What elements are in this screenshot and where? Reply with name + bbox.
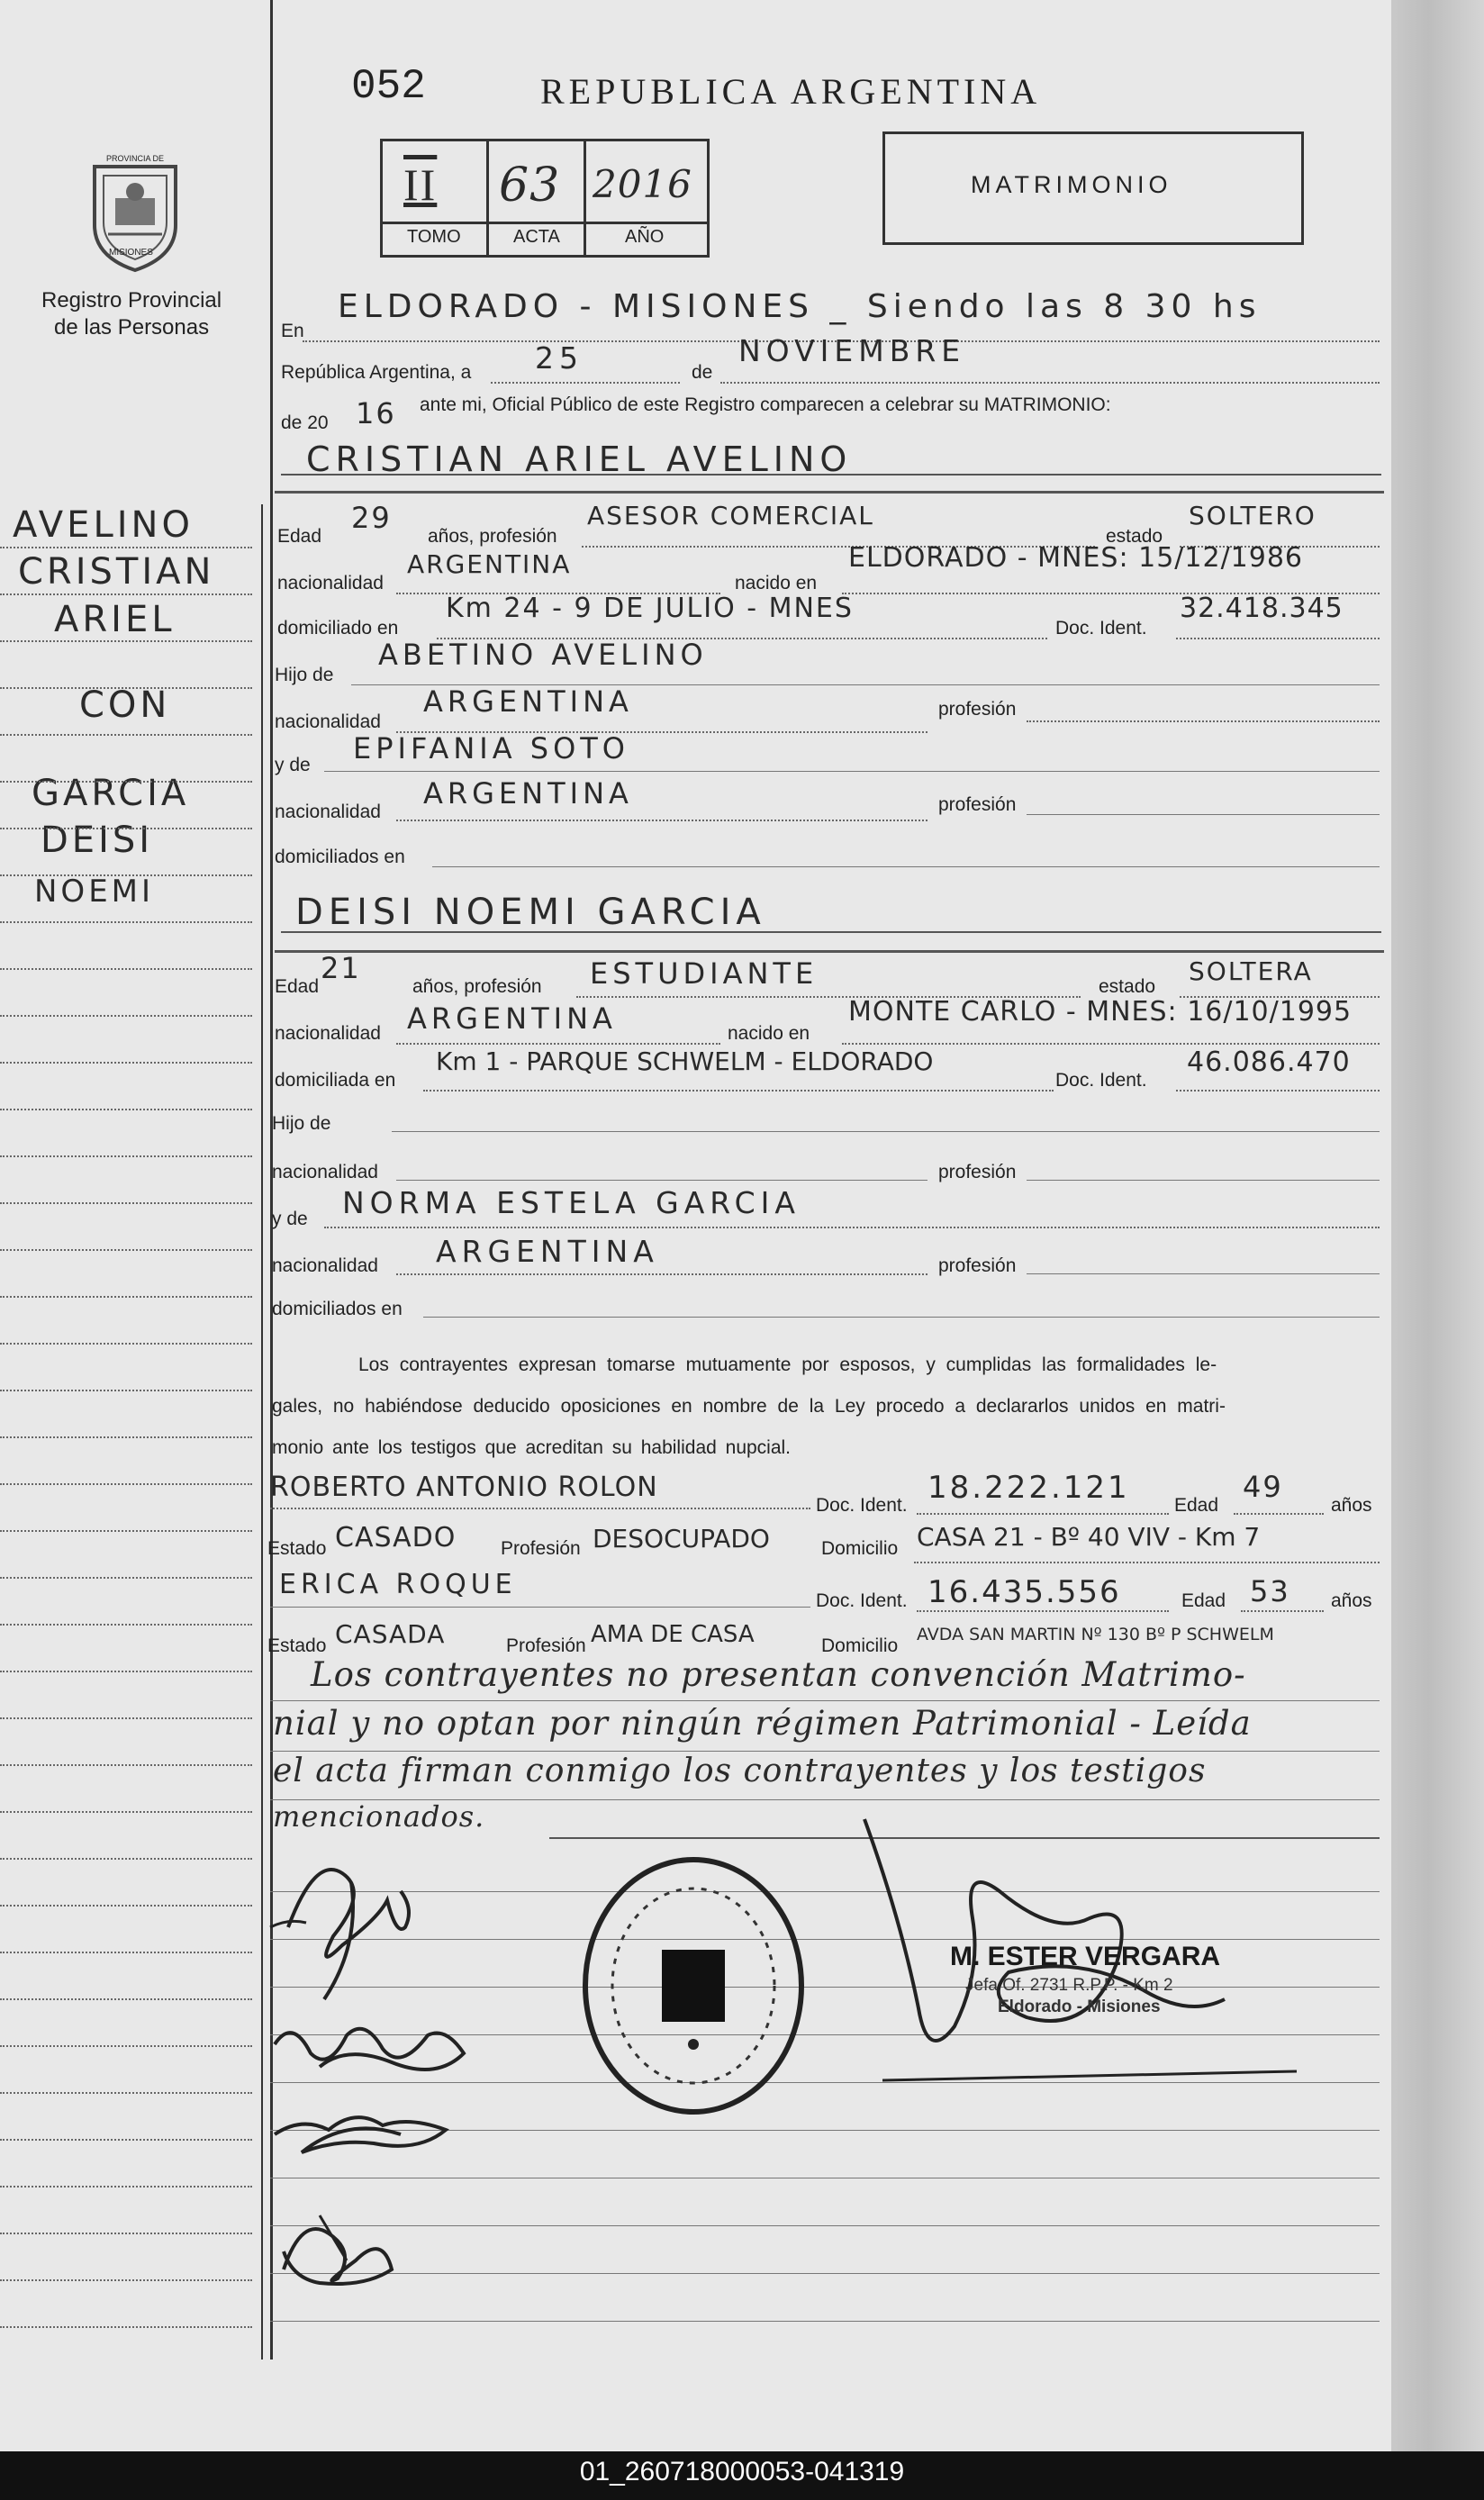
bride-doc-line <box>1176 1090 1380 1091</box>
notes-rule-1 <box>270 1700 1380 1701</box>
groom-section-rule <box>275 491 1384 494</box>
groom-parents-address-label: domiciliados en <box>275 847 405 867</box>
signature-area-rule <box>270 2273 1380 2274</box>
declaration-line-2: gales, no habiéndose deducido oposiciones en nombre de la Ley procedo a declararlos unidos en matri- <box>272 1396 1226 1417</box>
groom-father-nat-label: nacionalidad <box>275 711 381 732</box>
witness1-anos-label: años <box>1331 1495 1372 1516</box>
page-edge <box>1391 0 1484 2451</box>
bride-doc: 46.086.470 <box>1187 1046 1351 1078</box>
bride-father-label: Hijo de <box>272 1113 331 1134</box>
year-suffix: 16 <box>356 396 396 430</box>
bride-father-prof-label: profesión <box>938 1162 1017 1182</box>
sidebar-rule <box>0 1952 252 1953</box>
sidebar-rule <box>0 921 252 923</box>
sidebar-surname-groom: AVELINO <box>13 504 194 546</box>
acta-label: ACTA <box>513 227 560 247</box>
bride-father-nat-line <box>396 1180 928 1181</box>
witness1-age: 49 <box>1243 1470 1283 1504</box>
official-round-seal <box>576 1851 810 2121</box>
groom-age: 29 <box>351 501 392 535</box>
registry-name-line2: de las Personas <box>54 315 210 340</box>
bride-mother-line <box>324 1227 1380 1228</box>
sidebar-surname-bride: GARCIA <box>32 773 190 814</box>
country-title: REPUBLICA ARGENTINA <box>540 71 1042 112</box>
groom-father-nat: ARGENTINA <box>423 684 633 719</box>
sidebar-rule <box>0 828 252 829</box>
doc-type: MATRIMONIO <box>971 171 1172 198</box>
bride-estado: SOLTERA <box>1189 956 1313 986</box>
bride-nationality: ARGENTINA <box>407 1001 617 1036</box>
bride-father-prof-line <box>1027 1180 1380 1181</box>
sidebar-rule <box>0 1998 252 2000</box>
sidebar-rule <box>0 2233 252 2234</box>
bride-mother-label: y de <box>272 1209 308 1229</box>
groom-doc-line <box>1176 638 1380 639</box>
bride-mother-prof-line <box>1027 1273 1380 1274</box>
ceremony-place-time: ELDORADO - MISIONES _ Siendo las 8 30 hs <box>338 288 1262 325</box>
bride-mother-nat-line <box>396 1273 928 1275</box>
bride-age: 21 <box>321 951 361 985</box>
sidebar-rule <box>0 2139 252 2141</box>
groom-profession: ASESOR COMERCIAL <box>587 501 874 530</box>
sidebar-rule <box>0 2186 252 2188</box>
bride-parents-address-label: domiciliados en <box>272 1299 403 1319</box>
sidebar-rule <box>0 1062 252 1064</box>
sidebar-rule <box>0 1202 252 1204</box>
bride-mother-prof-label: profesión <box>938 1255 1017 1276</box>
month-line <box>720 382 1380 384</box>
witness1-prof-label: Profesión <box>501 1538 581 1559</box>
witness2-anos-label: años <box>1331 1590 1372 1611</box>
bride-full-name: DEISI NOEMI GARCIA <box>295 892 766 933</box>
acta-divider <box>584 139 586 255</box>
bride-mother-nat-label: nacionalidad <box>272 1255 378 1276</box>
bride-mother-nat: ARGENTINA <box>436 1234 659 1269</box>
witness2-estado-label: Estado <box>267 1635 327 1656</box>
sidebar-conjunction: CON <box>79 684 171 726</box>
sidebar-rule <box>0 1296 252 1298</box>
sidebar-rule <box>0 1530 252 1532</box>
sidebar-name-groom-1: CRISTIAN <box>18 551 215 593</box>
ceremony-month: NOVIEMBRE <box>738 333 966 368</box>
seal-text-bottom: MISIONES <box>109 248 153 258</box>
bride-doc-label: Doc. Ident. <box>1055 1070 1147 1091</box>
groom-born-label: nacido en <box>735 573 818 593</box>
sidebar-rule <box>0 1764 252 1766</box>
groom-full-name: CRISTIAN ARIEL AVELINO <box>306 439 853 479</box>
seal-text-top: PROVINCIA DE <box>106 154 165 163</box>
witness1-doc-line <box>917 1513 1169 1515</box>
witness1-name-line <box>270 1508 810 1509</box>
bride-birth: MONTE CARLO - MNES: 16/10/1995 <box>848 996 1353 1028</box>
tomo-value: II <box>403 159 438 210</box>
sidebar-rule <box>0 640 252 642</box>
record-number: 052 <box>351 63 426 110</box>
witness2-address: AVDA SAN MARTIN Nº 130 Bº P SCHWELM <box>917 1625 1274 1644</box>
groom-address: Km 24 - 9 DE JULIO - MNES <box>446 593 854 624</box>
groom-estado: SOLTERO <box>1189 501 1317 530</box>
witness2-prof-label: Profesión <box>506 1635 586 1656</box>
signature-area-rule <box>270 2321 1380 2322</box>
tomo-label: TOMO <box>407 227 461 247</box>
sidebar-rule <box>0 1483 252 1485</box>
groom-mother-nat-line <box>396 820 928 821</box>
bride-mother: NORMA ESTELA GARCIA <box>342 1185 801 1220</box>
witness1-estado-label: Estado <box>267 1538 327 1559</box>
sidebar-rule <box>0 874 252 876</box>
sidebar-name-bride-2: NOEMI <box>34 874 155 910</box>
notes-line-4: mencionados. <box>273 1799 485 1834</box>
groom-age-label: Edad <box>277 526 322 547</box>
scan-code: 01_260718000053-041319 <box>579 2457 905 2486</box>
groom-doc: 32.418.345 <box>1180 593 1344 624</box>
groom-mother: EPIFANIA SOTO <box>353 731 629 765</box>
sidebar-rule <box>0 1858 252 1860</box>
registry-name: Registro Provincial <box>41 288 222 312</box>
sidebar-rule <box>0 1905 252 1907</box>
ante-statement: ante mi, Oficial Público de este Registro comparecen a celebrar su MATRIMONIO: <box>420 394 1111 415</box>
sidebar-rule <box>0 1155 252 1157</box>
groom-mother-prof-label: profesión <box>938 794 1017 815</box>
sidebar-rule <box>0 1577 252 1579</box>
declaration-line-3: monio ante los testigos que acreditan su habilidad nupcial. <box>272 1437 792 1458</box>
witness1-name: ROBERTO ANTONIO ROLON <box>270 1472 658 1503</box>
bride-parents-address-line <box>423 1317 1380 1318</box>
bride-born-label: nacido en <box>728 1023 810 1044</box>
sidebar-rule <box>0 1436 252 1438</box>
witness1-profession: DESOCUPADO <box>593 1524 770 1553</box>
ano-value: 2016 <box>593 162 692 206</box>
witness2-doc-label: Doc. Ident. <box>816 1590 908 1611</box>
witness1-address-line <box>914 1562 1380 1563</box>
groom-profession-label: años, profesión <box>428 526 557 547</box>
declaration-line-1: Los contrayentes expresan tomarse mutuamente por esposos, y cumplidas las formalidades le- <box>358 1354 1217 1375</box>
signature-groom <box>261 1837 432 2008</box>
groom-mother-line <box>324 771 1380 772</box>
groom-estado-label: estado <box>1106 526 1163 547</box>
witness2-profession: AMA DE CASA <box>591 1621 755 1648</box>
box-label-divider <box>380 222 707 224</box>
groom-father: ABETINO AVELINO <box>378 638 708 672</box>
witness1-doc: 18.222.121 <box>928 1470 1130 1506</box>
groom-mother-label: y de <box>275 755 311 775</box>
sidebar-rule <box>0 2045 252 2047</box>
witness1-address: CASA 21 - Bº 40 VIV - Km 7 <box>917 1522 1261 1552</box>
stamp-official-name: M. ESTER VERGARA <box>950 1942 1221 1971</box>
groom-doc-label: Doc. Ident. <box>1055 618 1147 639</box>
sidebar-rule <box>0 968 252 970</box>
year-prefix: de 20 <box>281 412 329 433</box>
notes-rule-2 <box>270 1751 1380 1752</box>
sidebar-rule <box>0 687 252 689</box>
sidebar-rule <box>0 1015 252 1017</box>
bride-father-line <box>392 1131 1380 1132</box>
sidebar-rule <box>0 781 252 783</box>
sidebar-rule <box>0 2326 252 2328</box>
day-line <box>491 382 680 384</box>
signature-bride <box>266 1999 482 2089</box>
witness2-dom-label: Domicilio <box>821 1635 899 1656</box>
sidebar-rule <box>0 1390 252 1391</box>
bride-profession-label: años, profesión <box>412 976 542 997</box>
bride-address: Km 1 - PARQUE SCHWELM - ELDORADO <box>436 1046 934 1076</box>
groom-father-label: Hijo de <box>275 665 334 685</box>
tomo-divider <box>486 139 489 255</box>
groom-mother-nat-label: nacionalidad <box>275 802 381 822</box>
sidebar-name-groom-2: ARIEL <box>54 599 176 640</box>
signature-witness-2 <box>266 2197 410 2296</box>
sidebar-rule <box>0 1249 252 1251</box>
de-label: de <box>692 362 713 383</box>
witness1-age-label: Edad <box>1174 1495 1219 1516</box>
bride-estado-label: estado <box>1099 976 1156 997</box>
bride-section-rule <box>275 950 1384 953</box>
margin-line-inner <box>261 504 263 2360</box>
sidebar-rule <box>0 1109 252 1110</box>
stamp-official-place: Eldorado - Misiones <box>998 1997 1161 2016</box>
witness2-age: 53 <box>1250 1574 1290 1608</box>
republica-label: República Argentina, a <box>281 362 472 383</box>
bride-age-label: Edad <box>275 976 320 997</box>
ceremony-day: 25 <box>535 340 584 376</box>
acta-value: 63 <box>499 159 561 213</box>
sidebar-rule <box>0 593 252 595</box>
sidebar-rule <box>0 1624 252 1626</box>
notes-line-2: nial y no optan por ningún régimen Patrimonial - Leída <box>273 1704 1252 1743</box>
bride-nationality-label: nacionalidad <box>275 1023 381 1044</box>
groom-father-prof-label: profesión <box>938 699 1017 720</box>
notes-line-3: el acta firman conmigo los contrayentes y los testigos <box>273 1753 1207 1789</box>
sidebar-rule <box>0 1811 252 1813</box>
groom-mother-prof-line <box>1027 814 1380 815</box>
witness2-age-label: Edad <box>1181 1590 1226 1611</box>
witness2-estado: CASADA <box>335 1619 446 1649</box>
witness2-doc: 16.435.556 <box>928 1574 1121 1610</box>
groom-parents-address-line <box>432 866 1380 867</box>
groom-nationality-label: nacionalidad <box>277 573 384 593</box>
bride-profession: ESTUDIANTE <box>590 956 819 991</box>
sidebar-name-bride-1: DEISI <box>41 820 154 861</box>
ano-label: AÑO <box>625 227 665 247</box>
sidebar-rule <box>0 2279 252 2281</box>
groom-nationality: ARGENTINA <box>407 549 572 579</box>
bride-nationality-line <box>396 1043 720 1045</box>
groom-mother-nat: ARGENTINA <box>423 776 633 811</box>
groom-address-label: domiciliado en <box>277 618 399 639</box>
sidebar-rule <box>0 1343 252 1345</box>
bride-address-label: domiciliada en <box>275 1070 396 1091</box>
sidebar-rule <box>0 1671 252 1672</box>
witness1-doc-label: Doc. Ident. <box>816 1495 908 1516</box>
notes-line-1: Los contrayentes no presentan convención Matrimo- <box>311 1655 1246 1694</box>
sidebar-rule <box>0 547 252 548</box>
sidebar-rule <box>0 2092 252 2094</box>
stamp-official-title: Jefa Of. 2731 R.P.P. - Km 2 <box>965 1976 1173 1995</box>
bride-birth-line <box>842 1043 1380 1045</box>
signature-area-rule <box>270 2225 1380 2226</box>
witness2-doc-line <box>917 1610 1169 1612</box>
witness2-name-line <box>270 1607 810 1608</box>
groom-father-prof-line <box>1027 720 1380 722</box>
signature-witness-1 <box>266 2089 473 2170</box>
witness1-age-line <box>1234 1513 1324 1515</box>
witness1-dom-label: Domicilio <box>821 1538 899 1559</box>
sidebar-rule <box>0 734 252 736</box>
bride-father-nat-label: nacionalidad <box>272 1162 378 1182</box>
witness1-estado: CASADO <box>335 1522 457 1553</box>
groom-birth: ELDORADO - MNES: 15/12/1986 <box>848 542 1304 574</box>
sidebar-rule <box>0 1717 252 1719</box>
en-label: En <box>281 321 304 341</box>
witness2-age-line <box>1241 1610 1324 1612</box>
bride-address-line <box>423 1090 1054 1091</box>
witness2-name: ERICA ROQUE <box>279 1569 517 1600</box>
